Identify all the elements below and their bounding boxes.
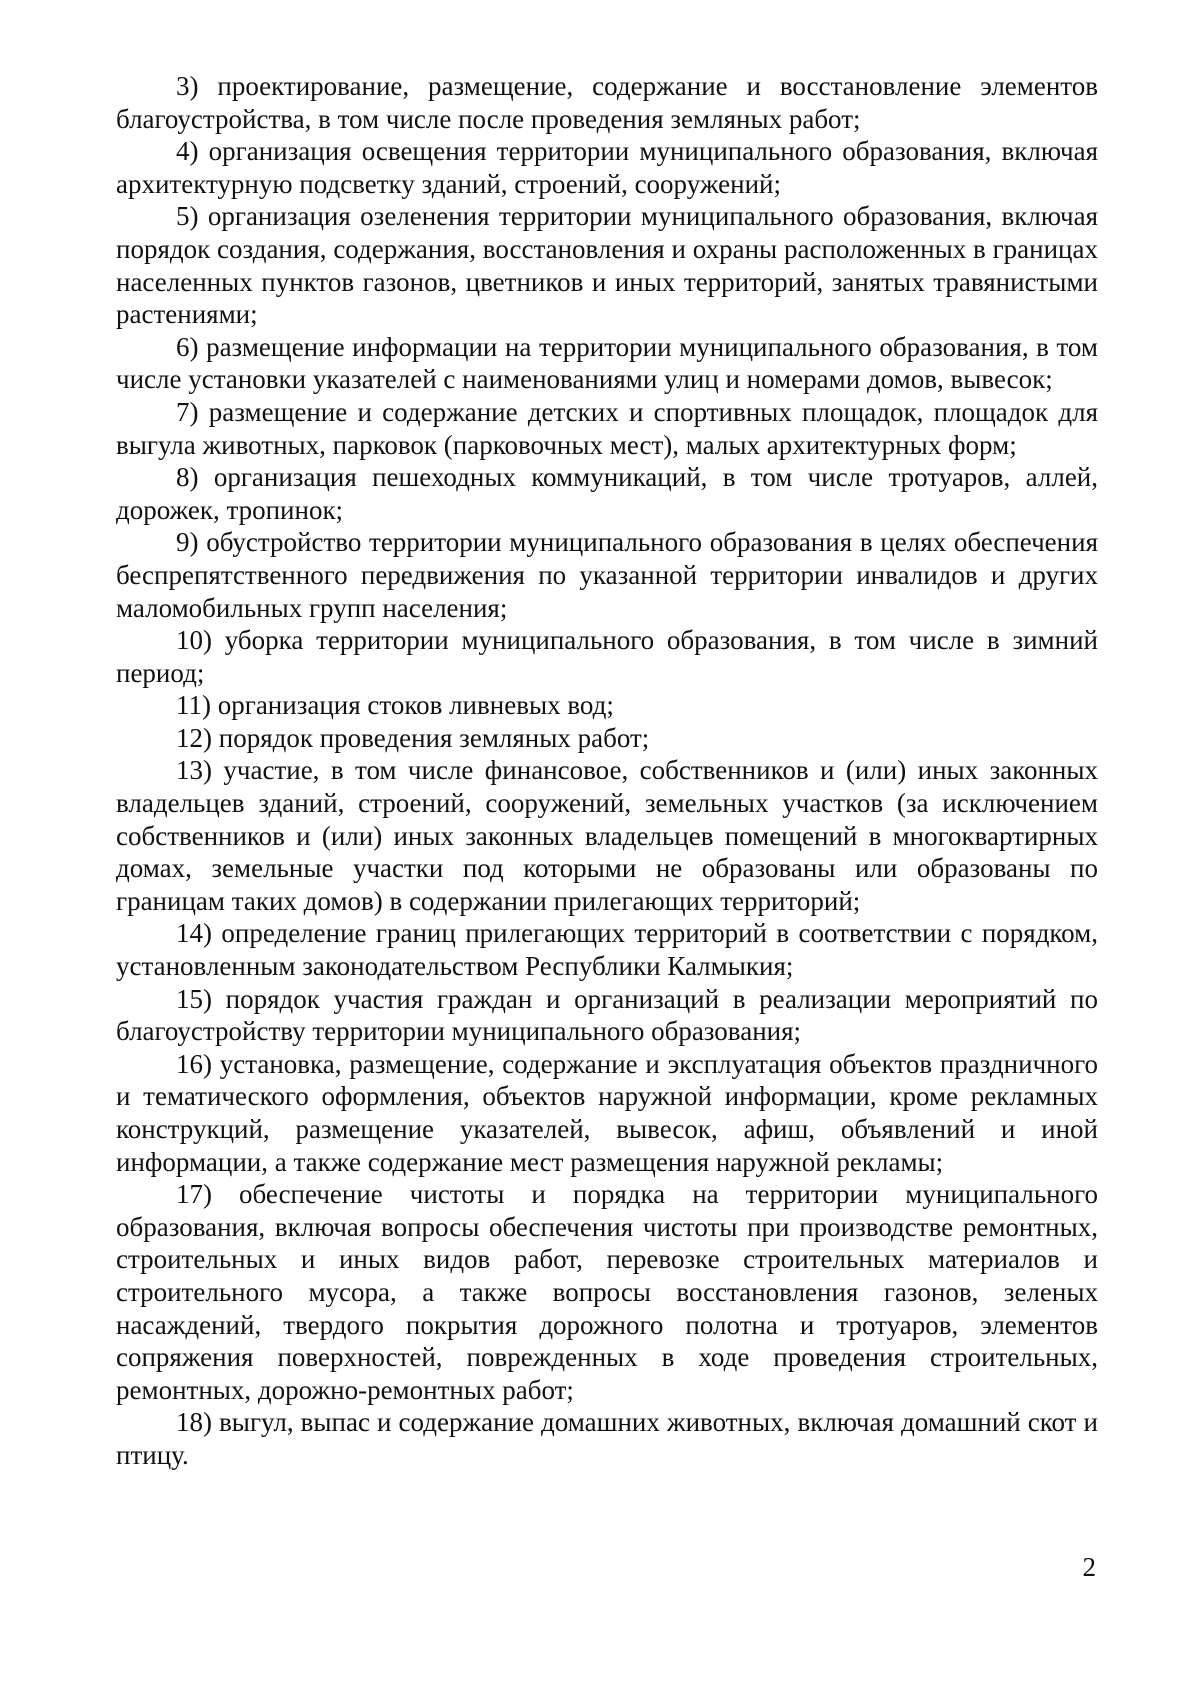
document-body [116,70,1098,1472]
list-item-6: 6) размещение информации на территории муниципального образования, в том числе установки указателей с наименованиями улиц и номерами домов, вывесок; [116,331,1098,395]
list-item-15: 15) порядок участия граждан и организаций в реализации мероприятий по благоустройству территории муниципального образования; [116,983,1098,1047]
list-item-5: 5) организация озеленения территории муниципального образования, включая порядок создания, содержания, восстановления и охраны расположенных в границах населенных пунктов газонов, цветников и иных территорий, занятых травянистыми растениями; [116,201,1098,330]
list-item-10: 10) уборка территории муниципального образования, в том числе в зимний период; [116,625,1098,688]
list-item-8: 8) организация пешеходных коммуникаций, в том числе тротуаров, аллей, дорожек, тропинок; [116,462,1098,525]
page-number: 2 [1082,1552,1096,1582]
list-item-13: 13) участие, в том числе финансовое, собственников и (или) иных законных владельцев зданий, строений, сооружений, земельных участков (за исключением собственников и (или) иных законных владельцев помещений в многоквартирных домах, земельные участки под которыми не образованы или образованы по границам таких домов) в содержании прилегающих территорий; [116,755,1098,916]
list-item-18: 18) выгул, выпас и содержание домашних животных, включая домашний скот и птицу. [116,1407,1098,1470]
list-item-3: 3) проектирование, размещение, содержание и восстановление элементов благоустройства, в том числе после проведения земляных работ; [116,71,1098,134]
list-item-16: 16) установка, размещение, содержание и эксплуатация объектов праздничного и тематического оформления, объектов наружной информации, кроме рекламных конструкций, размещение указателей, вывесок, афиш, объявлений и иной информации, а также содержание мест размещения наружной рекламы; [116,1048,1098,1177]
list-item-14: 14) определение границ прилегающих территорий в соответствии с порядком, установленным законодательством Республики Калмыкия; [116,918,1098,982]
list-item-11: 11) организация стоков ливневых вод; [176,690,614,721]
list-item-9: 9) обустройство территории муниципального образования в целях обеспечения беспрепятственного передвижения по указанной территории инвалидов и других маломобильных групп населения; [116,527,1098,623]
list-item-17: 17) обеспечение чистоты и порядка на территории муниципального образования, включая вопросы обеспечения чистоты при производстве ремонтных, строительных и иных видов работ, перевозке строительных материалов и строительного мусора, а также вопросы восстановления газонов, зеленых насаждений, твердого покрытия дорожного полотна и тротуаров, элементов сопряжения поверхностей, поврежденных в ходе проведения строительных, ремонтных, дорожно-ремонтных работ; [116,1179,1098,1405]
list-item-4: 4) организация освещения территории муниципального образования, включая архитектурную подсветку зданий, строений, сооружений; [116,136,1098,199]
list-item-7: 7) размещение и содержание детских и спортивных площадок, площадок для выгула животных, парковок (парковочных мест), малых архитектурных форм; [116,396,1098,460]
list-item-12: 12) порядок проведения земляных работ; [176,722,650,753]
